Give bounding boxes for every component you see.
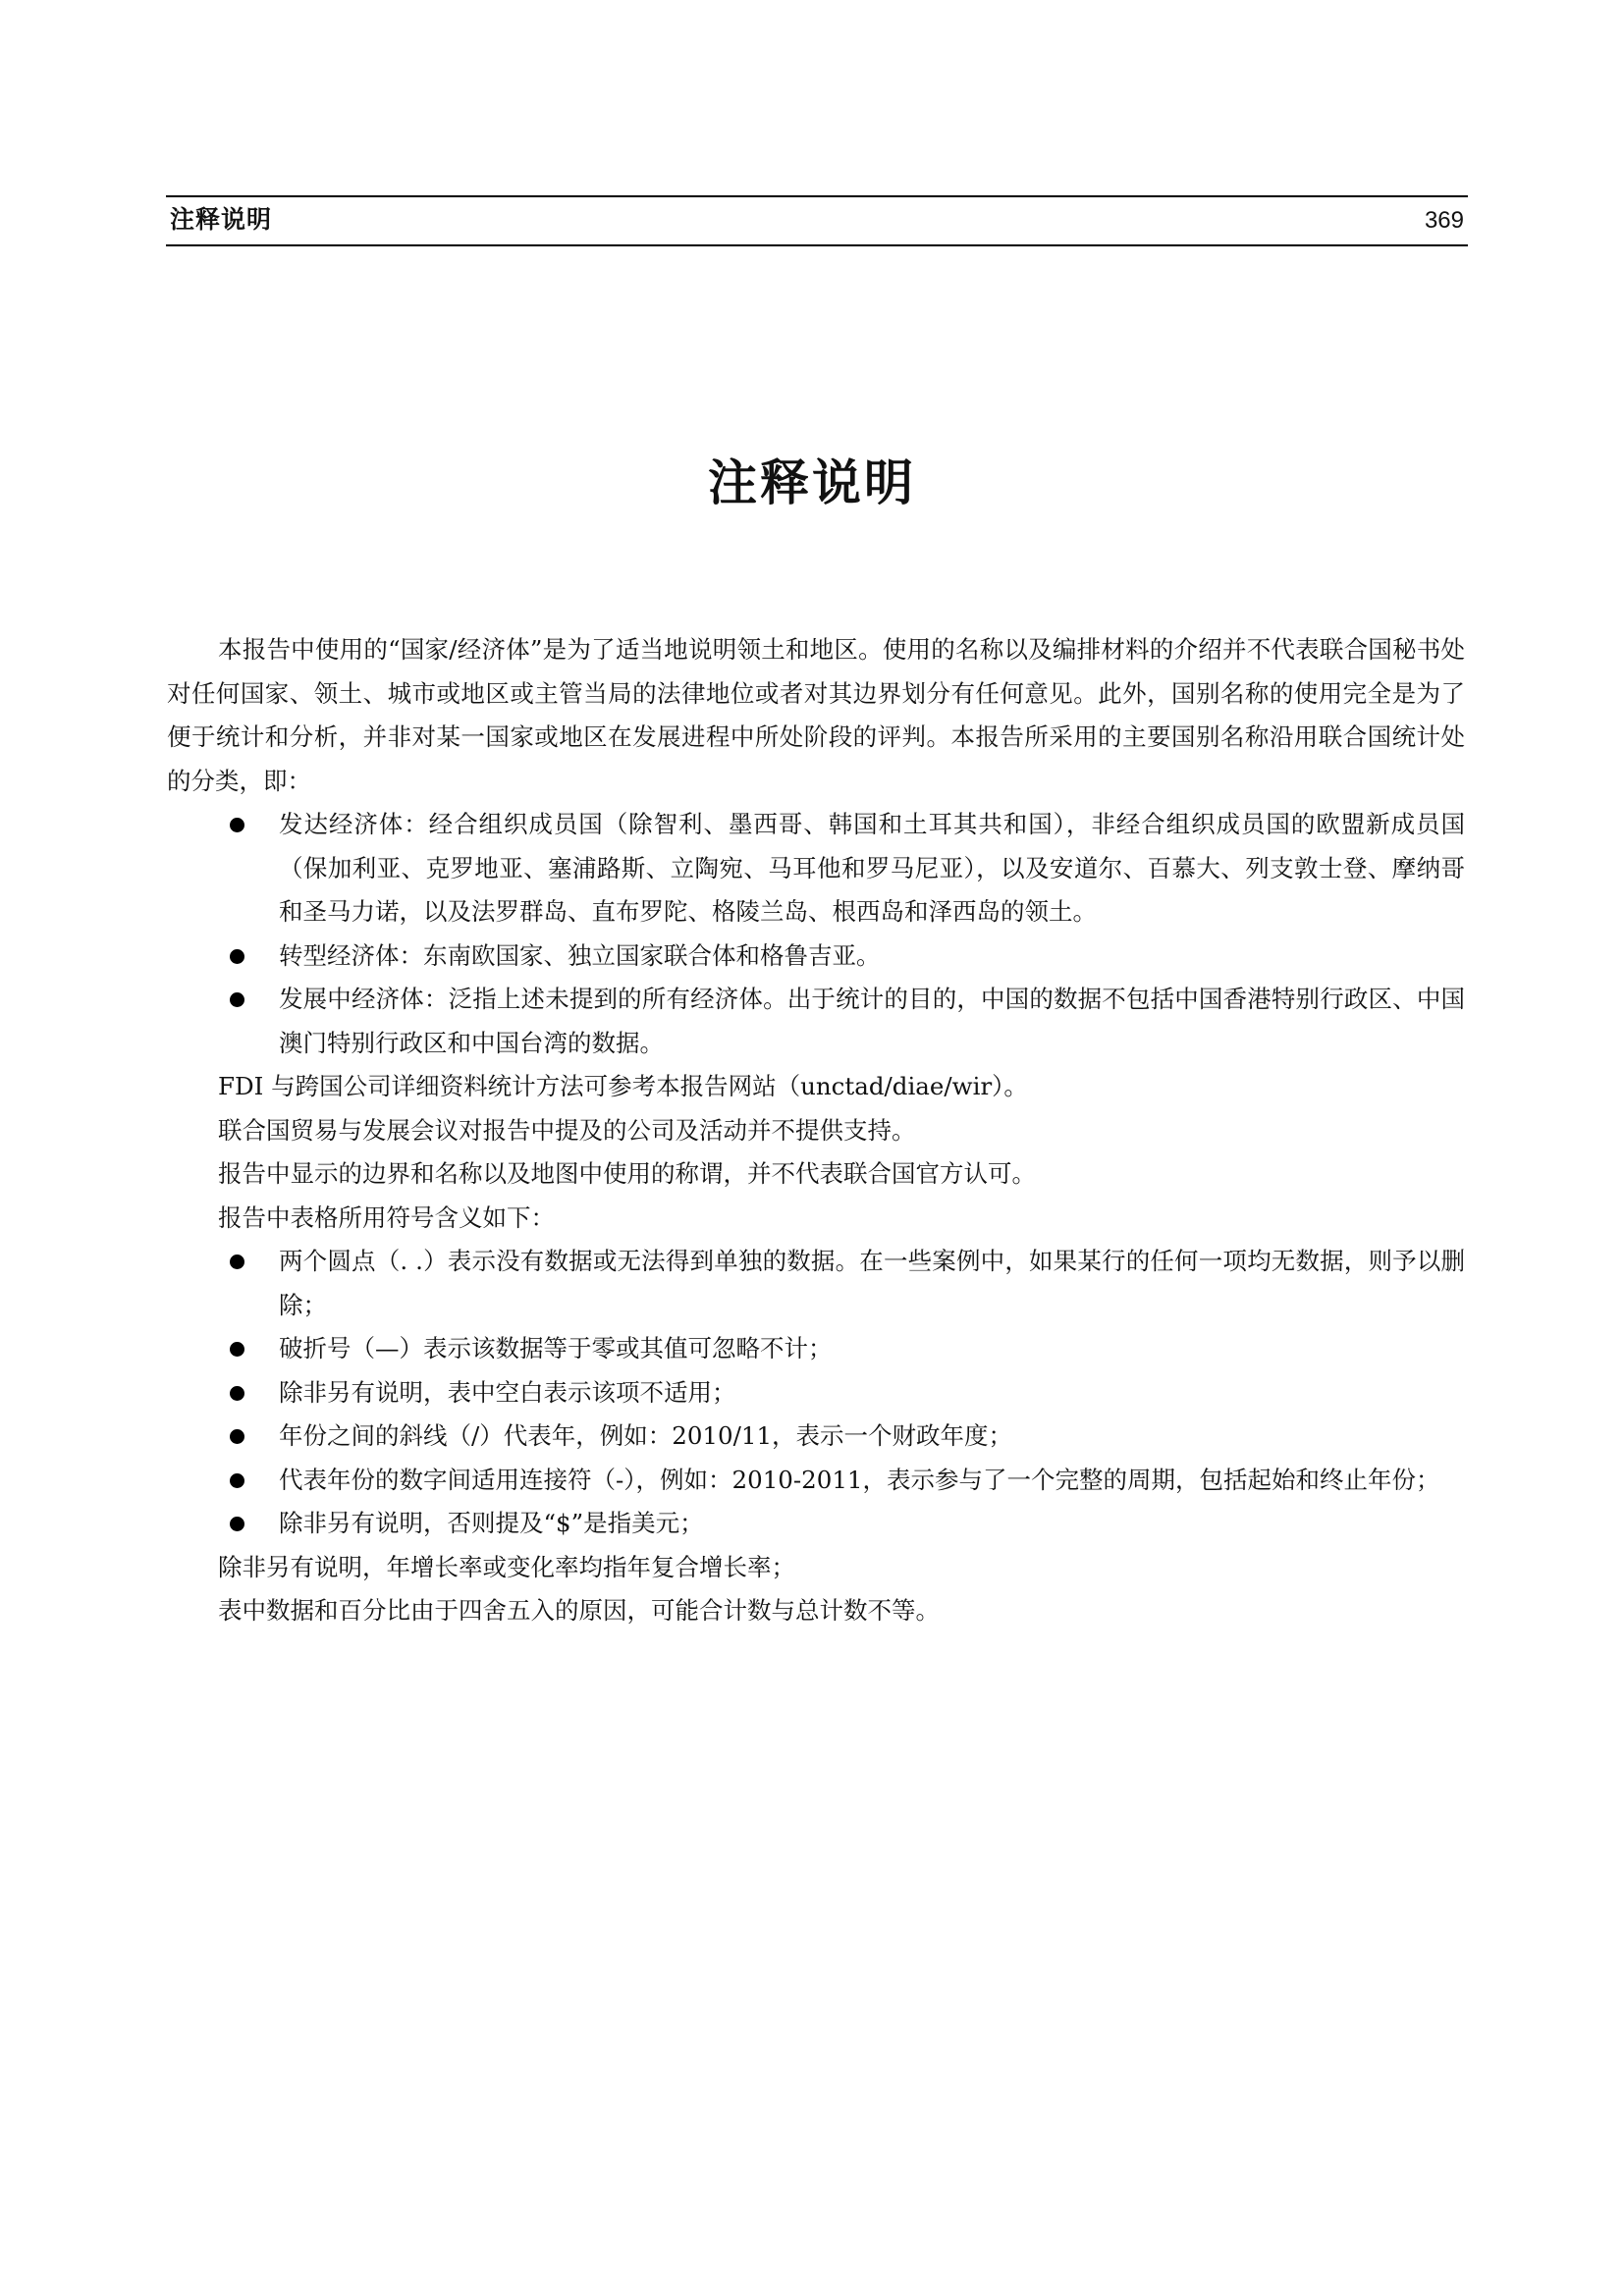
list-item [167, 1240, 1465, 1327]
bullet-icon [230, 1473, 244, 1488]
intro-paragraph: 本报告中使用的“国家/经济体”是为了适当地说明领土和地区。使用的名称以及编排材料的介绍并不代表联合国秘书处对任何国家、领土、城市或地区或主管当局的法律地位或者对其边界划分有任何意见。此外，国别名称的使用完全是为了便于统计和分析，并非对某一国家或地区在发展进程中所处阶段的评判。本报告所采用的主要国别名称沿用联合国统计处的分类，即： [167, 635, 1465, 795]
list-item [167, 1459, 1465, 1503]
list-item-text: 两个圆点（. .）表示没有数据或无法得到单独的数据。在一些案例中，如果某行的任何一项均无数据，则予以删除； [279, 1247, 1465, 1319]
list-item [167, 978, 1465, 1065]
document-body [167, 628, 1465, 1633]
bullet-icon [230, 1386, 244, 1401]
note-growth-rate: 除非另有说明，年增长率或变化率均指年复合增长率； [218, 1552, 795, 1581]
list-item [167, 1371, 1465, 1415]
list-item [167, 1327, 1465, 1371]
list-item [167, 1502, 1465, 1546]
list-item-text: 破折号（—）表示该数据等于零或其值可忽略不计； [279, 1334, 833, 1362]
bullet-icon [230, 992, 244, 1007]
note-rounding: 表中数据和百分比由于四舍五入的原因，可能合计数与总计数不等。 [218, 1596, 940, 1625]
list-item-text: 除非另有说明，否则提及“$”是指美元； [279, 1509, 704, 1537]
bullet-icon [230, 818, 244, 832]
list-item-text: 年份之间的斜线（/）代表年，例如：2010/11，表示一个财政年度； [279, 1421, 1013, 1450]
bullet-icon [230, 1342, 244, 1357]
list-item-text: 发达经济体：经合组织成员国（除智利、墨西哥、韩国和土耳其共和国），非经合组织成员国的欧盟新成员国（保加利亚、克罗地亚、塞浦路斯、立陶宛、马耳他和罗马尼亚），以及安道尔、百慕大、列支敦士登、摩纳哥和圣马力诺，以及法罗群岛、直布罗陀、格陵兰岛、根西岛和泽西岛的领土。 [279, 810, 1465, 926]
list-item-text: 转型经济体：东南欧国家、独立国家联合体和格鲁吉亚。 [279, 940, 881, 970]
running-header [166, 195, 1468, 246]
note-methodology: FDI 与跨国公司详细资料统计方法可参考本报告网站（unctad/diae/wir）。 [218, 1072, 1028, 1100]
list-item [167, 803, 1465, 934]
page-number: 369 [1424, 207, 1464, 234]
list-item-text: 代表年份的数字间适用连接符（-），例如：2010-2011，表示参与了一个完整的周期，包括起始和终止年份； [279, 1465, 1440, 1494]
bullet-icon [230, 949, 244, 964]
note-symbols-intro: 报告中表格所用符号含义如下： [218, 1202, 555, 1232]
list-item [167, 934, 1465, 979]
bullet-icon [230, 1517, 244, 1531]
list-item-text: 发展中经济体：泛指上述未提到的所有经济体。出于统计的目的，中国的数据不包括中国香港特别行政区、中国澳门特别行政区和中国台湾的数据。 [279, 985, 1465, 1057]
list-item-text: 除非另有说明，表中空白表示该项不适用； [279, 1377, 736, 1407]
header-section-title: 注释说明 [170, 205, 273, 234]
page-title: 注释说明 [708, 454, 916, 511]
bullet-icon [230, 1255, 244, 1269]
list-item [167, 1415, 1465, 1459]
note-endorsement: 联合国贸易与发展会议对报告中提及的公司及活动并不提供支持。 [218, 1115, 916, 1145]
economy-group-list [167, 803, 1465, 1065]
bullet-icon [230, 1429, 244, 1444]
note-boundaries: 报告中显示的边界和名称以及地图中使用的称谓，并不代表联合国官方认可。 [218, 1159, 1036, 1188]
symbol-list [167, 1240, 1465, 1546]
